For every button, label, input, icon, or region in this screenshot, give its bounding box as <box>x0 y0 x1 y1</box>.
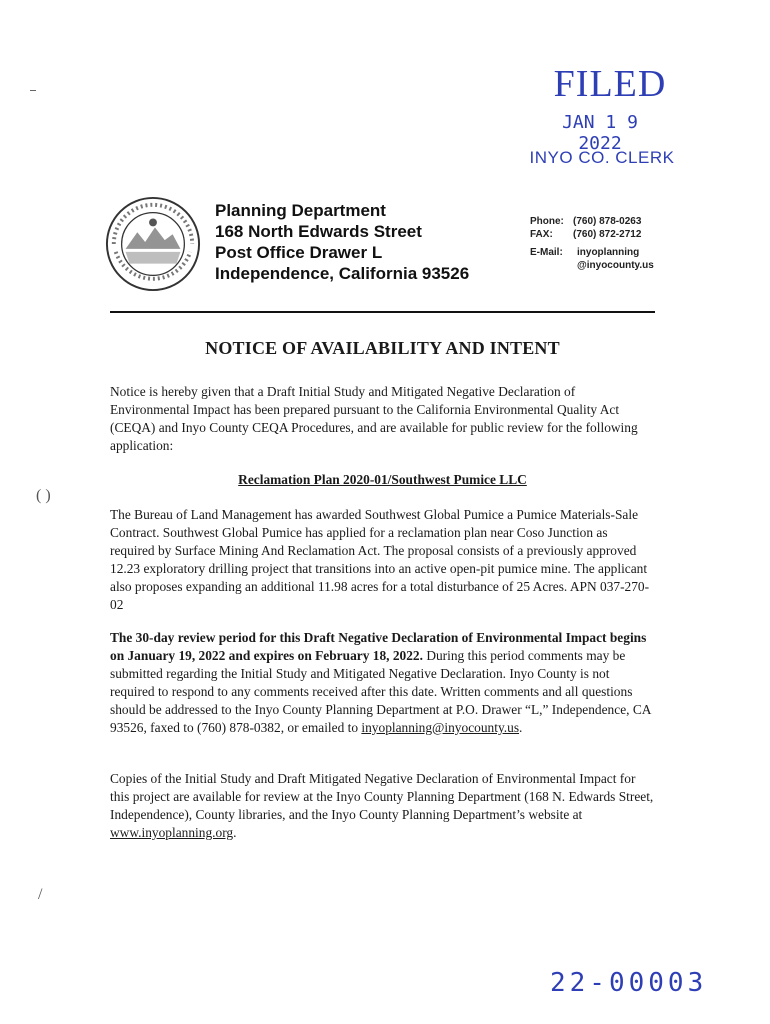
phone-label: Phone: <box>530 216 564 227</box>
fax-number: (760) 872-2712 <box>573 229 642 240</box>
copies-end: . <box>233 825 237 840</box>
dept-box: Post Office Drawer L <box>215 243 383 262</box>
review-paragraph <box>110 629 655 737</box>
email-label: E-Mail: <box>530 247 563 258</box>
scan-mark: / <box>38 886 43 903</box>
notice-title: NOTICE OF AVAILABILITY AND INTENT <box>205 338 560 358</box>
intro-paragraph: Notice is hereby given that a Draft Initial Study and Mitigated Negative Declaration of Environmental Impact has been prepared pursuant to the California Environmental Quality Act (CEQA) and Inyo County CEQA Procedures, and are available for public review for the following application: <box>110 384 638 453</box>
dept-street: 168 North Edwards Street <box>215 222 422 241</box>
scan-mark <box>30 90 36 91</box>
project-title: Reclamation Plan 2020-01/Southwest Pumice LLC <box>238 472 527 487</box>
letterhead-divider <box>110 311 655 313</box>
filed-clerk: INYO CO. CLERK <box>529 148 675 167</box>
filed-date: JAN 1 9 2022 <box>562 112 638 154</box>
filed-stamp: FILED <box>553 63 667 105</box>
scan-mark: ( ) <box>36 487 51 504</box>
email-line-1: inyoplanning <box>577 247 640 258</box>
copies-paragraph <box>110 770 655 842</box>
dept-city: Independence, California 93526 <box>215 264 470 283</box>
review-period-bold: The 30-day review period for this Draft Negative Declaration of Environmental Impact begins on January 19, 2022 and expires on February 18, 2022. <box>110 630 647 663</box>
email-link[interactable]: inyoplanning@inyocounty.us <box>361 720 520 735</box>
dept-name: Planning Department <box>215 201 386 220</box>
email-line-2: @inyocounty.us <box>577 260 654 271</box>
fax-label: FAX: <box>530 229 553 240</box>
website-link[interactable]: www.inyoplanning.org <box>110 825 234 840</box>
project-description: The Bureau of Land Management has awarded Southwest Global Pumice a Pumice Materials-Sale Contract. Southwest Global Pumice has applied for a reclamation plan near Coso Junction as required by Surface Mining And Reclamation Act. The proposal consists of a previously approved 12.23 exploratory drilling project that transitions into an active open-pit pumice mine. The applicant also proposes expanding an additional 11.98 acres for a total disturbance of 25 Acres. APN 037-270-02 <box>110 507 650 612</box>
review-text: During this period comments may be submitted regarding the Initial Study and Mitigated Negative Declaration. Inyo County is not required to respond to any comments received after this date. Written comments and all questions should be addressed to the Inyo County Planning Department at P.O. Drawer “L,” Independence, CA 93526, faxed to (760) 878-0382, or emailed to <box>110 648 651 735</box>
file-number: 22-00003 <box>550 968 708 998</box>
phone-number: (760) 878-0263 <box>573 216 642 227</box>
review-end: . <box>519 720 523 735</box>
copies-text: Copies of the Initial Study and Draft Mitigated Negative Declaration of Environmental Impact for this project are available for review at the Inyo County Planning Department (168 N. Edwards Street, Independence), County libraries, and the Inyo County Planning Department’s website at <box>110 771 654 822</box>
county-seal-icon <box>104 195 202 293</box>
